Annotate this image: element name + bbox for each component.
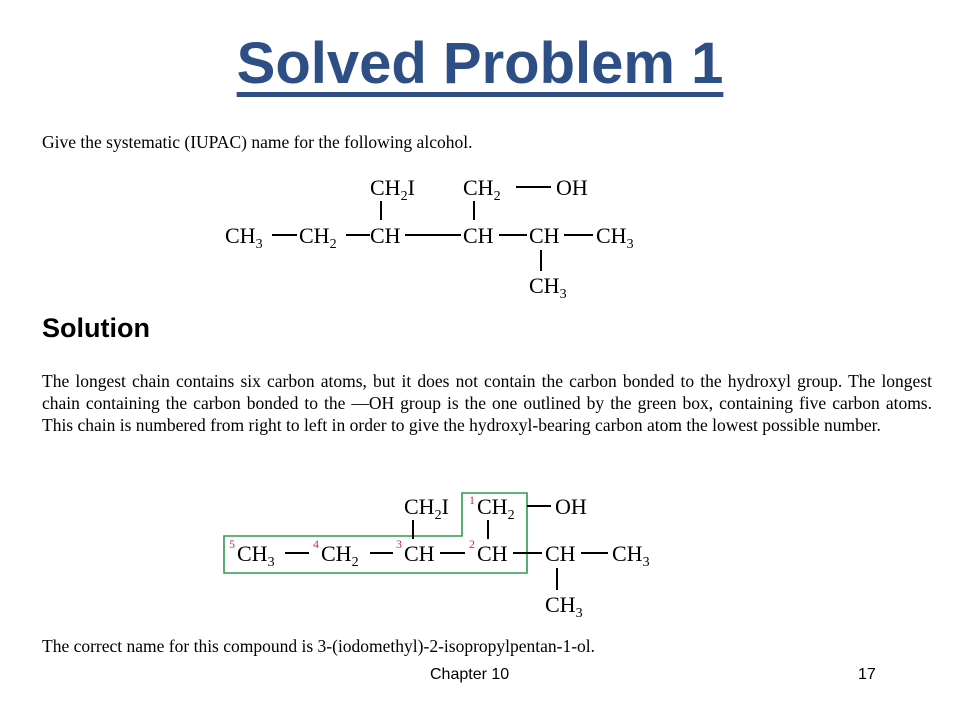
ch-group: CH	[529, 223, 560, 248]
ch3-group: $CH_3$	[225, 223, 263, 252]
ch-group: CH	[477, 541, 508, 566]
ch2i-group: $CH_2I$	[404, 494, 449, 523]
answer-text: The correct name for this compound is 3-(iodomethyl)-2-isopropylpentan-1-ol.	[42, 636, 596, 656]
ch-group: CH	[545, 541, 576, 566]
structure-question	[0, 168, 960, 303]
footer-page-number: 17	[858, 666, 876, 683]
ch2-group: $CH_2$	[321, 541, 359, 570]
ch2i-group: $CH_2I$	[370, 175, 415, 204]
structure-answer	[0, 484, 960, 624]
ch3-group: $CH_3$	[596, 223, 634, 252]
oh-group: OH	[555, 494, 587, 519]
ch2-group: $CH_2$	[477, 494, 515, 523]
ch3-group: $CH_3$	[612, 541, 650, 570]
ch2-group: $CH_2$	[299, 223, 337, 252]
ch-group: CH	[463, 223, 494, 248]
solution-heading: Solution	[42, 313, 150, 343]
locant-1: 1	[469, 493, 475, 507]
ch3-group: $CH_3$	[529, 273, 567, 302]
slide-title: Solved Problem 1	[236, 31, 724, 96]
ch-group: CH	[370, 223, 401, 248]
oh-group: OH	[556, 175, 588, 200]
solution-explanation: The longest chain contains six carbon atoms, but it does not contain the carbon bonded to the hydroxyl group. The longest chain containing the carbon bonded to the —OH group is the one outlined by the green box, containing five carbon atoms. This chain is numbered from right to left in order to give the hydroxyl-bearing carbon atom the lowest possible number.	[42, 371, 932, 435]
problem-prompt: Give the systematic (IUPAC) name for the following alcohol.	[42, 132, 473, 152]
locant-3: 3	[396, 537, 402, 551]
locant-4: 4	[313, 537, 319, 551]
ch3-group: $CH_3$	[545, 592, 583, 621]
ch-group: CH	[404, 541, 435, 566]
locant-2: 2	[469, 537, 475, 551]
ch2oh-group: $CH_2$	[463, 175, 501, 204]
locant-5: 5	[229, 537, 235, 551]
ch3-group: $CH_3$	[237, 541, 275, 570]
footer-chapter: Chapter 10	[430, 666, 510, 683]
